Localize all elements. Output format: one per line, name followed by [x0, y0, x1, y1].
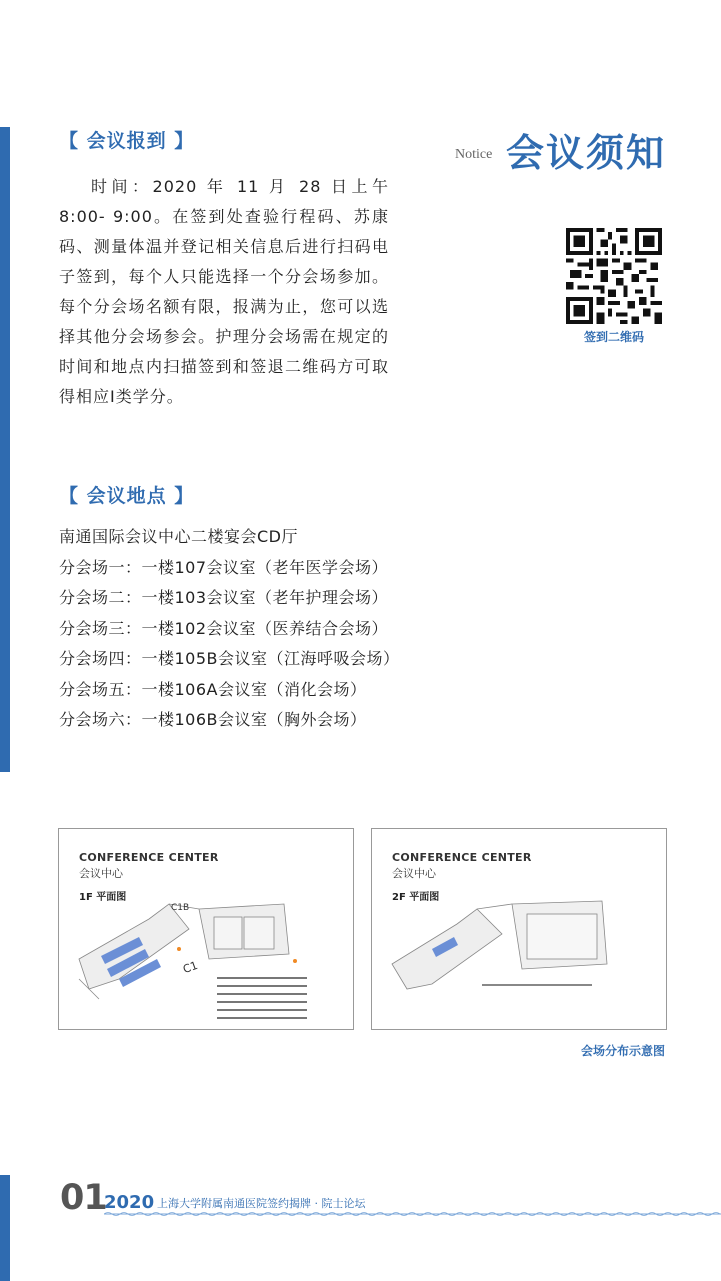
map-subtitle: 会议中心: [392, 867, 436, 880]
map-room-label: C1: [181, 958, 200, 977]
list-item: 分会场六：一楼106B会议室（胸外会场）: [59, 710, 367, 729]
list-item: 分会场五：一楼106A会议室（消化会场）: [59, 679, 367, 699]
location-heading: 【 会议地点 】: [59, 485, 195, 507]
floor-plan-1f: [58, 828, 354, 1030]
registration-text-block: [59, 172, 389, 412]
list-item: 分会场一：一楼107会议室（老年医学会场）: [59, 557, 389, 577]
map-room-label: C1B: [171, 903, 190, 913]
registration-heading: 【 会议报到 】: [59, 130, 195, 152]
left-accent-bar-bottom: [0, 1175, 10, 1281]
registration-text: 时间：2020 年 11 月 28 日上午 8:00- 9:00。在签到处查验行程码、苏康码、测量体温并登记相关信息后进行扫码电子签到，每个人只能选择一个分会场参加。每个分会场名额有限，报满为止，您可以选择其他分会场参会。护理分会场需在规定的时间和地点内扫描签到和签退二维码方可取得相应Ⅰ类学分。: [59, 177, 389, 406]
footer-decorative-line: [104, 1211, 721, 1217]
left-accent-bar: [0, 127, 10, 772]
footer-text: 上海大学附属南通医院签约揭牌 · 院士论坛: [157, 1197, 366, 1210]
list-item: 分会场三：一楼102会议室（医养结合会场）: [59, 618, 389, 638]
page-number: 01: [60, 1178, 107, 1218]
list-item: 南通国际会议中心二楼宴会CD厅: [59, 527, 298, 546]
map-title: CONFERENCE CENTER: [392, 851, 532, 864]
list-item: 分会场四：一楼105B会议室（江海呼吸会场）: [59, 649, 400, 668]
qr-code-icon: [566, 228, 662, 324]
footer-year: 2020: [104, 1192, 155, 1213]
qr-label: 签到二维码: [583, 330, 644, 344]
floor-plan-2f: [371, 828, 667, 1030]
map-title: CONFERENCE CENTER: [79, 851, 219, 864]
map-floor-label: 2F 平面图: [392, 892, 440, 903]
map-subtitle: 会议中心: [79, 867, 123, 880]
map-caption: 会场分布示意图: [580, 1044, 665, 1058]
list-item: 分会场二：一楼103会议室（老年护理会场）: [59, 588, 389, 607]
notice-label: Notice: [455, 147, 493, 162]
map-floor-label: 1F 平面图: [79, 892, 127, 903]
page-title: 会议须知: [506, 130, 667, 175]
location-list: [59, 522, 400, 736]
